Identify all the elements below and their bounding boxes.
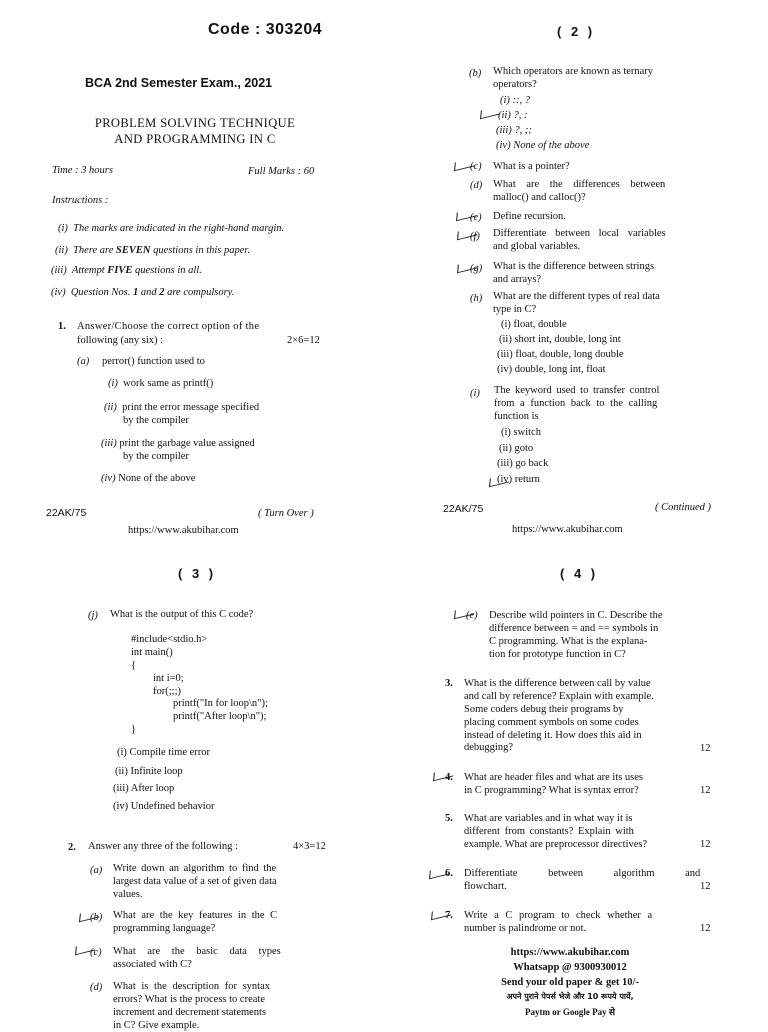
q2a-text-3: values. [113, 889, 143, 900]
footer-turn-over: ( Turn Over ) [258, 508, 314, 519]
page-number-2: ( 2 ) [557, 24, 596, 39]
q1-marks: 2×6=12 [287, 335, 320, 346]
q3-text-3: Some coders debug their programs by [464, 704, 624, 715]
q4-number: 4. [445, 772, 453, 783]
q2c-label: (c) [90, 947, 102, 958]
promo-hindi: अपने पुराने पेपर्स भेजे और 10 रूपये पायें, [506, 992, 634, 1001]
q2-marks: 4×3=12 [293, 841, 326, 852]
code-line: printf("In for loop\n"); [173, 698, 268, 709]
q3-marks: 12 [700, 743, 711, 754]
q1j-text: What is the output of this C code? [110, 609, 254, 620]
instruction-3: (iii) Attempt FIVE questions in all. [51, 265, 202, 276]
promo-send-paper: Send your old paper & get 10/- [501, 977, 639, 988]
q1b-option-3: (iii) ?, ;; [496, 125, 532, 136]
code-line: #include<stdio.h> [131, 634, 208, 645]
footer-url[interactable]: https://www.akubihar.com [128, 525, 239, 536]
q1h-option-4: (iv) double, long int, float [497, 364, 606, 375]
q1i-option-2: (ii) goto [499, 443, 534, 454]
q1a-label: (a) [77, 356, 90, 367]
code-line: printf("After loop\n"); [173, 711, 267, 722]
q2d-text-2: errors? What is the process to create [113, 994, 265, 1005]
footer-code: 22AK/75 [46, 507, 87, 519]
paper-title-2: AND PROGRAMMING IN C [114, 132, 276, 146]
q1c-text: What is a pointer? [493, 161, 570, 172]
q2e-text-4: tion for prototype function in C? [489, 649, 626, 660]
q1h-text-2: type in C? [493, 304, 537, 315]
q5-text-1: What are variables and in what way it is [464, 813, 633, 824]
paper-title-1: PROBLEM SOLVING TECHNIQUE [94, 116, 296, 130]
q1b-option-4: (iv) None of the above [496, 140, 590, 151]
q1i-text-1: The keyword used to transfer control [494, 385, 660, 396]
q1g-label: (g) [470, 263, 483, 274]
q5-text-3: example. What are preprocessor directives? [464, 839, 648, 850]
q6-number: 6. [445, 868, 453, 879]
code-line: int i=0; [153, 673, 184, 684]
q2-text: Answer any three of the following : [88, 841, 238, 852]
q2e-text-1: Describe wild pointers in C. Describe the [489, 610, 663, 621]
promo-payment: Paytm or Google Pay से [525, 1007, 615, 1017]
q1j-option-3: (iii) After loop [113, 783, 175, 794]
q4-text-1: What are header files and what are its uses [464, 772, 644, 783]
q3-text-4: placing comment symbols on some codes [464, 717, 639, 728]
promo-url[interactable]: https://www.akubihar.com [510, 947, 630, 958]
q1-text-line1: Answer/Choose the correct option of the [77, 321, 260, 332]
q6-marks: 12 [700, 881, 711, 892]
q1a-option-3: (iii) print the garbage value assigned [101, 438, 255, 449]
q1g-text-2: and arrays? [493, 274, 542, 285]
q1a-option-1: (i) work same as printf() [108, 378, 214, 389]
q5-text-2: different from constants? Explain with [464, 826, 634, 837]
time-label: Time : 3 hours [52, 165, 113, 176]
q1a-option-3-cont: by the compiler [123, 451, 189, 462]
full-marks: Full Marks : 60 [248, 166, 315, 177]
footer-code: 22AK/75 [443, 503, 484, 515]
code-line: } [131, 724, 137, 735]
footer-continued: ( Continued ) [655, 502, 711, 513]
q7-number: 7. [445, 910, 453, 921]
code-line: for(;;;) [153, 686, 181, 697]
q1j-option-1: (i) Compile time error [117, 747, 211, 758]
q4-marks: 12 [700, 785, 711, 796]
q3-text-1: What is the difference between call by value [464, 678, 651, 689]
q1i-text-2: from a function back to the calling [494, 398, 658, 409]
q2b-label: (b) [90, 912, 103, 923]
q3-text-5: instead of deleting it. How does this aid in [464, 730, 642, 741]
q5-marks: 12 [700, 839, 711, 850]
q2e-text-2: difference between = and == symbols in [489, 623, 659, 634]
q7-text-2: number is palindrome or not. [464, 923, 587, 934]
q1a-option-2: (ii) print the error message specified [104, 402, 260, 413]
q1f-label: (f) [470, 231, 480, 242]
q1c-label: (c) [470, 161, 482, 172]
q1e-text: Define recursion. [493, 211, 566, 222]
q1h-text-1: What are the different types of real data [493, 291, 660, 302]
q1i-label: (i) [470, 388, 480, 399]
page-number-3: ( 3 ) [178, 566, 217, 581]
q1a-text: perror() function used to [102, 356, 205, 367]
q6-text-2: flowchart. [464, 881, 507, 892]
q7-text-1: Write a C program to check whether a [464, 910, 653, 921]
q3-text-6: debugging? [464, 742, 513, 753]
footer-url[interactable]: https://www.akubihar.com [512, 524, 623, 535]
q1a-option-2-cont: by the compiler [123, 415, 189, 426]
q2d-text-4: in C? Give example. [113, 1020, 200, 1031]
instruction-4: (iv) Question Nos. 1 and 2 are compulsory. [51, 287, 235, 298]
q2a-text-1: Write down an algorithm to find the [113, 863, 277, 874]
q2c-text-2: associated with C? [113, 959, 192, 970]
q1b-option-2: (ii) ?, : [498, 110, 528, 121]
instruction-1: (i) The marks are indicated in the right-hand margin. [58, 223, 285, 234]
instructions-heading: Instructions : [52, 195, 109, 206]
q7-marks: 12 [700, 923, 711, 934]
q1i-option-4: (iv) return [497, 474, 540, 485]
instruction-2: (ii) There are SEVEN questions in this paper. [55, 245, 250, 256]
q2d-label: (d) [90, 982, 103, 993]
q1-text-line2: following (any six) : [77, 335, 164, 346]
q2d-text-1: What is the description for syntax [113, 981, 271, 992]
q1e-label: (e) [470, 212, 482, 223]
q1f-text-2: and global variables. [493, 241, 581, 252]
q1i-option-3: (iii) go back [497, 458, 549, 469]
q1d-text-2: malloc() and calloc()? [493, 192, 586, 203]
q1h-label: (h) [470, 293, 483, 304]
promo-whatsapp: Whatsapp @ 9300930012 [513, 962, 627, 973]
q1d-text-1: What are the differences between [493, 179, 666, 190]
q1h-option-3: (iii) float, double, long double [497, 349, 624, 360]
q2c-text-1: What are the basic data types [113, 946, 281, 957]
q2e-text-3: C programming. What is the explana- [489, 636, 648, 647]
q1h-option-2: (ii) short int, double, long int [499, 334, 621, 345]
exam-name: BCA 2nd Semester Exam., 2021 [85, 76, 273, 90]
q1b-text-1: Which operators are known as ternary [493, 66, 654, 77]
q2b-text-2: programming language? [113, 923, 216, 934]
page-number-4: ( 4 ) [560, 566, 599, 581]
q1i-option-1: (i) switch [501, 427, 541, 438]
q1g-text-1: What is the difference between strings [493, 261, 655, 272]
q1j-option-4: (iv) Undefined behavior [113, 801, 215, 812]
q6-text-1: Differentiate between algorithm and [464, 868, 701, 879]
q1a-option-4: (iv) None of the above [101, 473, 196, 484]
q2a-text-2: largest data value of a set of given data [113, 876, 277, 887]
q1b-label: (b) [469, 68, 482, 79]
q3-text-2: and call by reference? Explain with example. [464, 691, 654, 702]
q1i-text-3: function is [494, 411, 539, 422]
q1f-text-1: Differentiate between local variables [493, 228, 666, 239]
q5-number: 5. [445, 813, 453, 824]
q1b-text-2: operators? [493, 79, 537, 90]
code-line: int main() [131, 647, 173, 658]
exam-code: Code : 303204 [208, 21, 323, 38]
q2e-label: (e) [466, 610, 478, 621]
q1-number: 1. [58, 321, 66, 332]
q1h-option-1: (i) float, double [501, 319, 567, 330]
q2a-label: (a) [90, 865, 103, 876]
q2d-text-3: increment and decrement statements [113, 1007, 267, 1018]
q3-number: 3. [445, 678, 453, 689]
q2b-text-1: What are the key features in the C [113, 910, 278, 921]
q1d-label: (d) [470, 180, 483, 191]
q2-number: 2. [68, 842, 76, 853]
q1j-label: (j) [88, 610, 98, 621]
q4-text-2: in C programming? What is syntax error? [464, 785, 639, 796]
q1b-option-1: (i) ::, ? [500, 95, 531, 106]
q1j-option-2: (ii) Infinite loop [115, 766, 183, 777]
code-line: { [131, 660, 137, 671]
